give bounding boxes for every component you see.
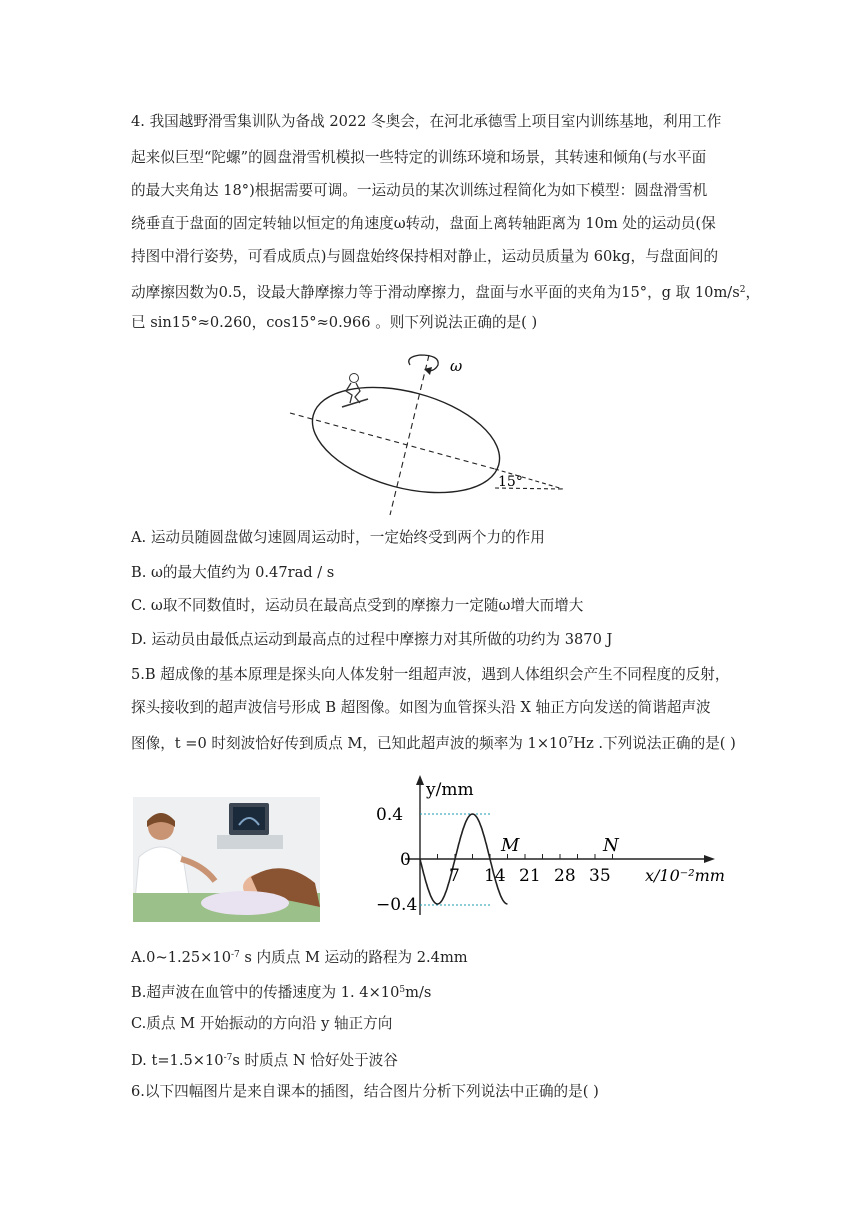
ultrasound-scene-image (133, 797, 320, 922)
q5-line-3 (131, 731, 736, 754)
q5-option-d-pre: D. t=1.5×10 (131, 1052, 224, 1069)
q5-option-a (131, 945, 468, 968)
q5-line-3-sup: 7 (567, 736, 574, 746)
x-tick-label: 28 (554, 866, 576, 886)
angle-label: 15° (498, 474, 523, 490)
q4-option-b: B. ω的最大值约为 0.47rad / s (131, 564, 335, 581)
q5-option-b-post: m/s (405, 984, 432, 1001)
q4-line-3: 的最大夹角达 18°)根据需要可调。一运动员的某次训练过程简化为如下模型：圆盘滑雪机 (131, 182, 708, 199)
disk-ellipse (301, 369, 511, 511)
q5-line-3-b: Hz .下列说法正确的是( ) (573, 735, 736, 752)
q5-option-d-sup: -7 (223, 1053, 233, 1063)
q4-option-a: A. 运动员随圆盘做匀速圆周运动时，一定始终受到两个力的作用 (131, 529, 545, 546)
q5-option-d (131, 1048, 398, 1071)
point-m-label: M (501, 835, 520, 856)
y-axis-arrow-icon (416, 775, 424, 785)
x-tick-label: 21 (519, 866, 541, 886)
omega-label: ω (450, 357, 463, 375)
rotating-disk-figure (280, 345, 580, 520)
q4-line-5: 持图中滑行姿势，可看成质点)与圆盘始终保持相对静止，运动员质量为 60kg，与盘面间的 (131, 248, 719, 265)
q5-option-b (131, 980, 431, 1003)
x-axis-label: x/10⁻²mm (645, 866, 725, 885)
q5-option-a-post: s 内质点 M 运动的路程为 2.4mm (239, 949, 468, 966)
q5-option-b-pre: B.超声波在血管中的传播速度为 1. 4×10 (131, 984, 400, 1001)
x-tick-label: 7 (449, 866, 460, 886)
q4-line-6-text: 动摩擦因数为0.5，设最大静摩擦力等于滑动摩擦力，盘面与水平面的夹角为15°，g 取 10m/s (131, 284, 740, 301)
q4-line-6 (131, 280, 760, 303)
q4-line-6-sup: 2 (739, 285, 746, 295)
q6-line-1: 6.以下四幅图片是来自课本的插图，结合图片分析下列说法中正确的是( ) (131, 1083, 599, 1100)
skier-icon (342, 374, 368, 408)
q4-option-d: D. 运动员由最低点运动到最高点的过程中摩擦力对其所做的功约为 3870 J (131, 631, 613, 648)
y-axis-label: y/mm (426, 780, 474, 800)
q5-option-a-pre: A.0~1.25×10 (131, 949, 231, 966)
x-axis-arrow-icon (704, 855, 715, 863)
q4-line-7: 已 sin15°≈0.260，cos15°≈0.966 。则下列说法正确的是( ) (131, 314, 538, 331)
rotation-axis (390, 355, 429, 515)
q4-line-6-tail: ， (745, 284, 761, 301)
q5-line-3-a: 图像，t =0 时刻波恰好传到质点 M，已知此超声波的频率为 1×10 (131, 735, 568, 752)
q5-line-1: 5.B 超成像的基本原理是探头向人体发射一组超声波，遇到人体组织会产生不同程度的反射， (131, 666, 730, 683)
horizontal-axis-dashed (290, 413, 495, 469)
q5-option-b-sup: 5 (399, 985, 406, 995)
q4-line-1: 4. 我国越野滑雪集训队为备战 2022 冬奥会，在河北承德雪上项目室内训练基地，利用工作 (131, 113, 722, 130)
ultrasound-photo (133, 797, 320, 922)
q4-line-2: 起来似巨型“陀螺”的圆盘滑雪机模拟一些特定的训练环境和场景，其转速和倾角(与水平面 (131, 149, 707, 166)
q5-option-c: C.质点 M 开始振动的方向沿 y 轴正方向 (131, 1015, 393, 1032)
y-tick-label: 0 (400, 850, 411, 870)
x-tick-label: 14 (484, 866, 506, 886)
q5-line-2: 探头接收到的超声波信号形成 B 超图像。如图为血管探头沿 X 轴正方向发送的简谐超声波 (131, 699, 711, 716)
point-n-label: N (603, 835, 619, 856)
wave-graph (360, 775, 740, 925)
q4-line-4: 绕垂直于盘面的固定转轴以恒定的角速度ω转动，盘面上离转轴距离为 10m 处的运动员(保 (131, 215, 716, 232)
rotation-arrow-icon (409, 355, 438, 371)
y-tick-label: −0.4 (376, 895, 418, 915)
q5-option-d-post: s 时质点 N 恰好处于波谷 (232, 1052, 398, 1069)
q4-option-c: C. ω取不同数值时，运动员在最高点受到的摩擦力一定随ω增大而增大 (131, 597, 584, 614)
y-tick-label: 0.4 (376, 805, 404, 825)
x-tick-label: 35 (589, 866, 611, 886)
q5-option-a-sup: -7 (230, 950, 240, 960)
rotation-arrowhead-icon (424, 367, 432, 375)
